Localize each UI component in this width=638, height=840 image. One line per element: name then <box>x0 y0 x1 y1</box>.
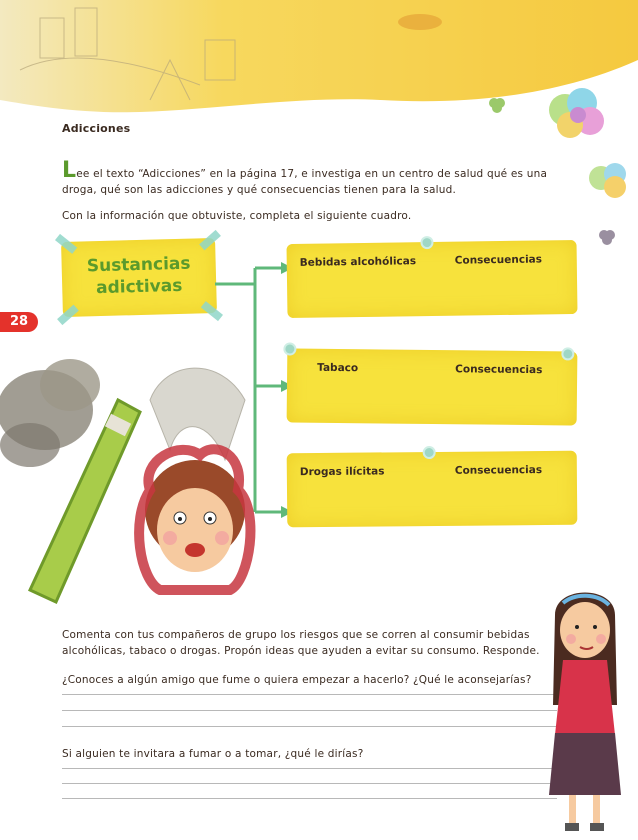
question-1: ¿Conoces a algún amigo que fume o quiera empezar a hacerlo? ¿Qué le aconsejarías? <box>62 674 532 686</box>
pin-icon <box>425 448 434 457</box>
flower-decoration-icon <box>585 160 635 200</box>
answer-line[interactable] <box>62 726 557 727</box>
answer-line[interactable] <box>62 798 557 799</box>
main-concept-note <box>61 238 217 317</box>
page-number: 28 <box>0 312 38 332</box>
answer-line[interactable] <box>62 783 557 784</box>
thinking-girl-illustration <box>535 585 635 835</box>
category-label: Bebidas alcohólicas <box>299 255 417 269</box>
answer-line[interactable] <box>62 710 557 711</box>
consequence-header: Consecuencias <box>455 363 543 377</box>
answer-line[interactable] <box>62 694 557 695</box>
tape <box>57 305 79 326</box>
instruction-text: ee el texto “Adicciones” en la página 17, e investiga en un centro de salud qué es una droga, qué son las adicciones y qué consecuencias tienen para la salud. <box>62 168 548 196</box>
pin-icon <box>563 349 572 358</box>
tape <box>55 234 77 254</box>
category-box-alcohol[interactable] <box>286 240 577 318</box>
main-concept-label: Sustancias adictivas <box>86 253 191 299</box>
pin-icon <box>422 238 431 247</box>
answer-line[interactable] <box>62 768 557 769</box>
tape <box>199 230 221 251</box>
question-2: Si alguien te invitara a fumar o a tomar, ¿qué le dirías? <box>62 748 364 760</box>
small-flower-icon <box>598 228 616 246</box>
category-label: Tabaco <box>317 361 359 375</box>
consequence-header: Consecuencias <box>454 464 543 477</box>
discussion-paragraph: Comenta con tus compañeros de grupo los riesgos que se corren al consumir bebidas alcohólicas, tabaco o drogas. Propón ideas que ayuden a evitar su consumo. Responde. <box>62 629 540 657</box>
consequence-header: Consecuencias <box>454 253 543 267</box>
instruction-2: Con la información que obtuviste, completa el siguiente cuadro. <box>62 210 412 222</box>
worried-boy-illustration <box>0 340 280 610</box>
category-box-illicit-drugs[interactable] <box>287 451 578 528</box>
dropcap: L <box>62 158 77 183</box>
category-box-tobacco[interactable] <box>287 348 578 425</box>
small-flower-icon <box>487 95 507 115</box>
flower-decoration-icon <box>540 85 615 145</box>
instruction-paragraph <box>62 158 582 198</box>
category-label: Drogas ilícitas <box>299 465 385 479</box>
pin-icon <box>285 344 294 353</box>
section-title: Adicciones <box>62 122 131 135</box>
